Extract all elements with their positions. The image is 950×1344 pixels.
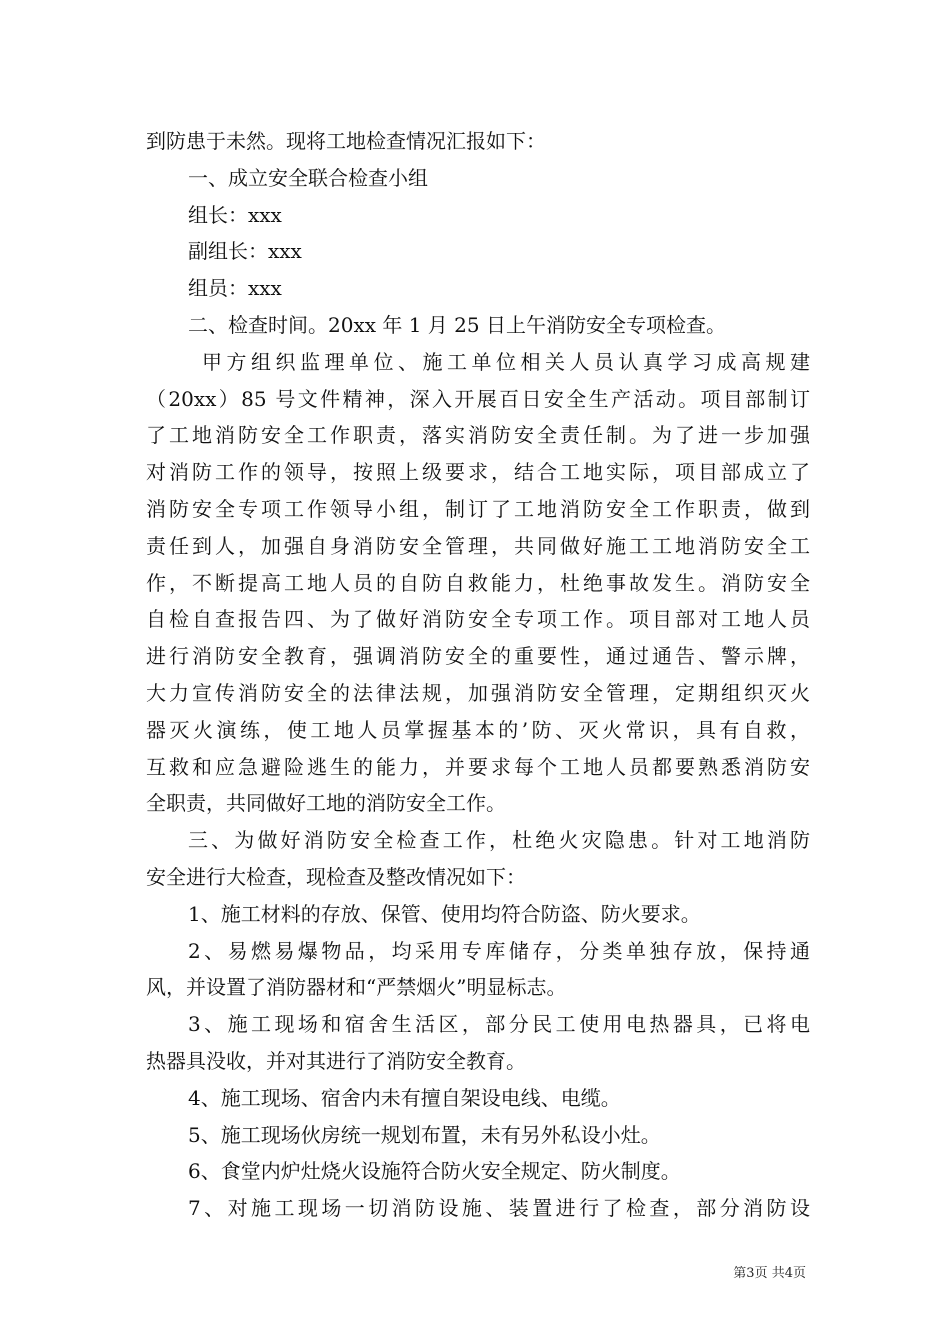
text-line: 进行消防安全教育，强调消防安全的重要性，通过通告、警示牌， [146, 644, 810, 669]
text-line: 副组长：xxx [188, 239, 302, 264]
section-heading: 二、检查时间。20xx 年 1 月 25 日上午消防安全专项检查。 [188, 312, 726, 337]
text-line: 作，不断提高工地人员的自防自救能力，杜绝事故发生。消防安全 [146, 570, 810, 595]
text-line: 热器具没收，并对其进行了消防安全教育。 [146, 1048, 526, 1073]
text-line: 到防患于未然。现将工地检查情况汇报如下： [146, 129, 546, 153]
list-item: 6、食堂内炉灶烧火设施符合防火安全规定、防火制度。 [188, 1159, 681, 1184]
text-line: 了工地消防安全工作职责，落实消防安全责任制。为了进一步加强 [146, 423, 810, 448]
text-line: 器灭火演练，使工地人员掌握基本的’防、灭火常识，具有自救， [146, 717, 810, 742]
text-line: 安全进行大检查，现检查及整改情况如下： [146, 864, 526, 889]
list-item: 2、易燃易爆物品，均采用专库储存，分类单独存放，保持通 [188, 938, 810, 963]
page-footer [0, 1262, 806, 1281]
section-heading: 三、为做好消防安全检查工作，杜绝火灾隐患。针对工地消防 [188, 828, 810, 853]
text-line: 对消防工作的领导，按照上级要求，结合工地实际，项目部成立了 [146, 460, 810, 485]
text-line: 责任到人，加强自身消防安全管理，共同做好施工工地消防安全工 [146, 533, 810, 558]
section-heading: 一、成立安全联合检查小组 [188, 165, 428, 190]
text-line: 组员：xxx [188, 276, 282, 301]
footer-suffix: 页 [792, 1266, 806, 1281]
text-line: 甲方组织监理单位、施工单位相关人员认真学习成高规建 [202, 349, 810, 374]
text-line: 消防安全专项工作领导小组，制订了工地消防安全工作职责，做到 [146, 496, 810, 521]
footer-total-pages: 4 [784, 1266, 793, 1281]
list-item: 5、施工现场伙房统一规划布置，未有另外私设小灶。 [188, 1122, 661, 1147]
text-line: 组长：xxx [188, 202, 282, 227]
list-item: 1、施工材料的存放、保管、使用均符合防盗、防火要求。 [188, 901, 701, 926]
text-line: 全职责，共同做好工地的消防安全工作。 [146, 791, 506, 816]
list-item: 7、对施工现场一切消防设施、装置进行了检查，部分消防设 [188, 1196, 810, 1221]
text-line: 风，并设置了消防器材和“严禁烟火”明显标志。 [146, 975, 567, 1000]
footer-current-page: 3 [746, 1266, 755, 1281]
footer-middle: 页 共 [754, 1266, 785, 1281]
list-item: 4、施工现场、宿舍内未有擅自架设电线、电缆。 [188, 1085, 621, 1110]
text-line: （20xx）85 号文件精神，深入开展百日安全生产活动。项目部制订 [146, 386, 810, 411]
document-body [146, 123, 810, 1227]
footer-prefix: 第 [733, 1266, 747, 1281]
text-line: 自检自查报告四、为了做好消防安全专项工作。项目部对工地人员 [146, 607, 810, 632]
text-line: 大力宣传消防安全的法律法规，加强消防安全管理，定期组织灭火 [146, 680, 810, 705]
text-line: 互救和应急避险逃生的能力，并要求每个工地人员都要熟悉消防安 [146, 754, 810, 779]
list-item: 3、施工现场和宿舍生活区，部分民工使用电热器具，已将电 [188, 1012, 810, 1037]
